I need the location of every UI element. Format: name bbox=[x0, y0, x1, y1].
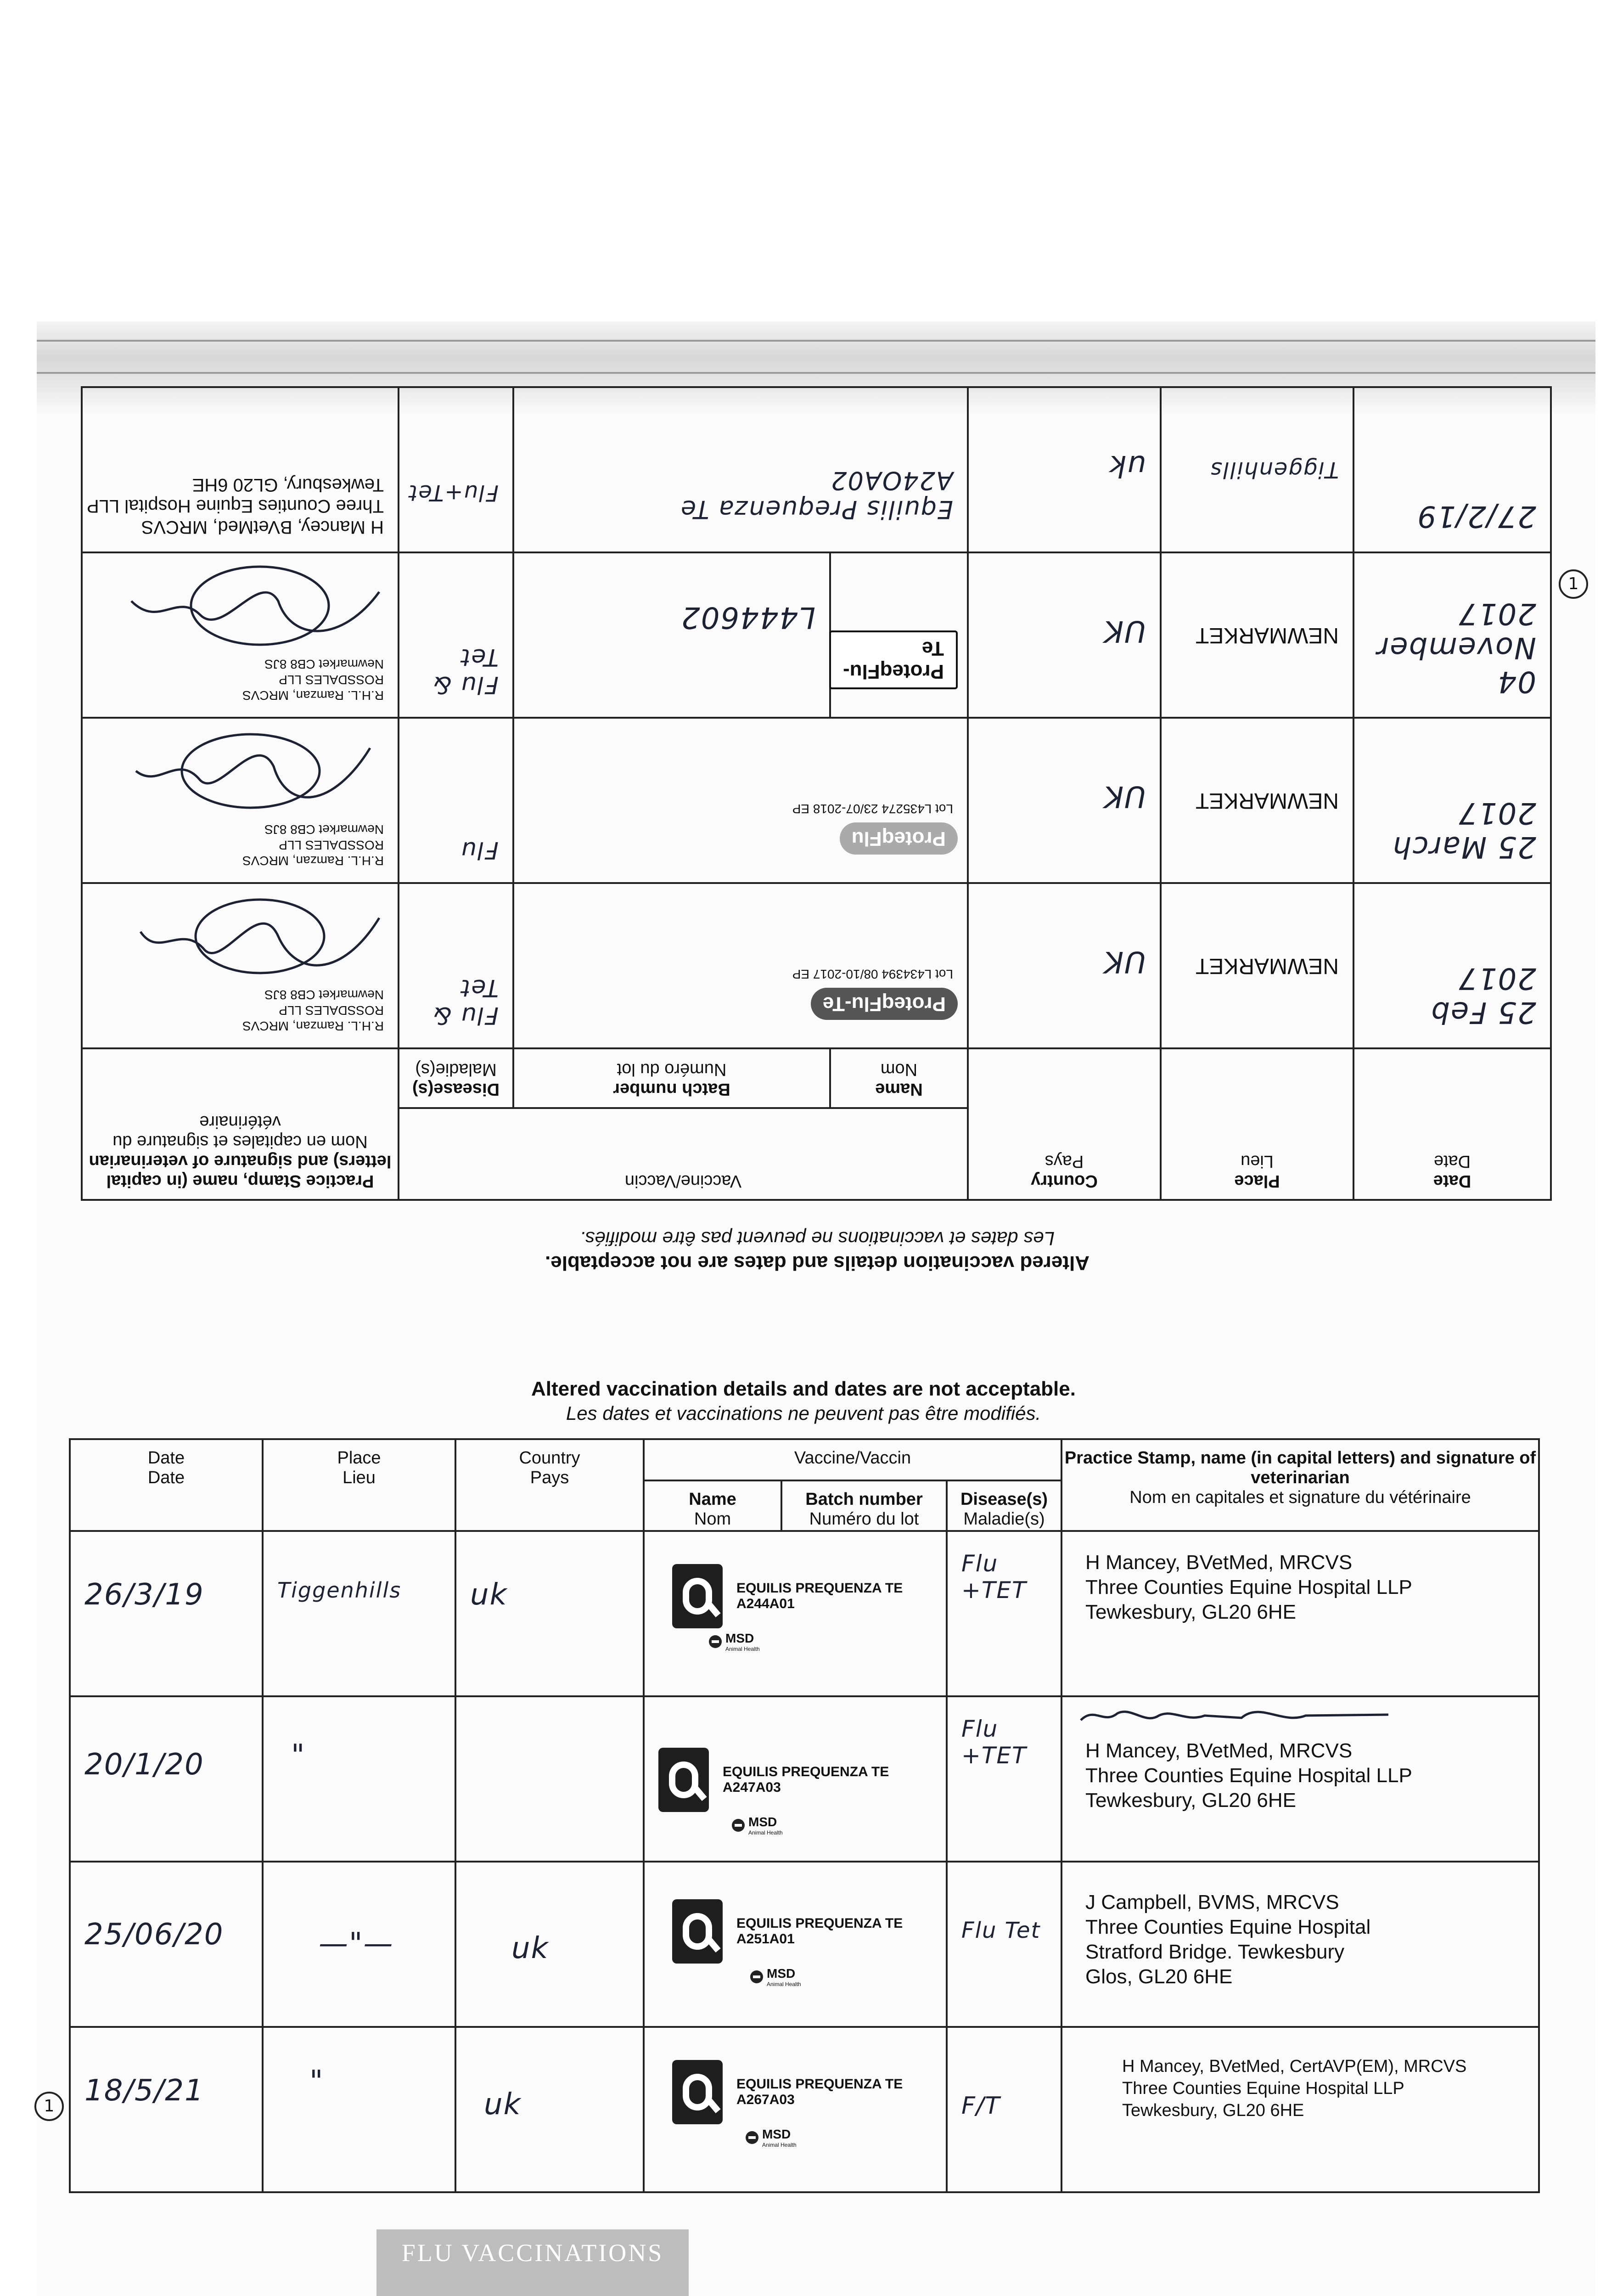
vet-line: H Mancey, BVetMed, MRCVS bbox=[141, 517, 384, 537]
vet-stamp bbox=[1062, 1863, 1538, 1989]
vet-line: R.H.L. Ramzan, MRCVS bbox=[242, 854, 384, 868]
vet-line: Three Counties Equine Hospital LLP bbox=[1085, 1764, 1412, 1787]
country-cell: uk bbox=[1108, 449, 1146, 483]
signature bbox=[1062, 1697, 1538, 1729]
equilis-q-logo-icon bbox=[672, 2060, 723, 2124]
header-name: Name Nom bbox=[830, 1048, 968, 1108]
header-country: Country Pays bbox=[455, 1439, 644, 1531]
batch-cell: L444602 bbox=[680, 600, 815, 634]
msd-logo: MSD Animal Health bbox=[746, 2127, 946, 2148]
table-row bbox=[82, 718, 1551, 883]
msd-icon bbox=[709, 1635, 722, 1648]
proteq-label: ProteqFlu bbox=[840, 822, 958, 855]
vaccination-table bbox=[69, 1438, 1540, 2193]
date-cell: 25 Feb 2017 bbox=[1430, 961, 1536, 1029]
disease-cell: Flu & Tet bbox=[432, 643, 499, 698]
lot-number: Lot L435274 23/07-2018 EP bbox=[792, 802, 953, 816]
header-stamp: Practice Stamp, name (in capital letters) and signature of veterinarian Nom en capitales et signature du vétérinaire bbox=[1061, 1439, 1539, 1531]
lot-number: Lot L434394 08/10-2017 EP bbox=[792, 967, 953, 981]
date-cell: 18/5/21 bbox=[84, 2074, 204, 2108]
batch-number: A251A01 bbox=[736, 1931, 795, 1947]
notice bbox=[69, 1378, 1538, 1424]
place-cell: " bbox=[291, 1739, 306, 1773]
msd-logo: MSD Animal Health bbox=[732, 1815, 946, 1836]
batch-number: A244A01 bbox=[736, 1596, 795, 1611]
notice-fr: Les dates et vaccinations ne peuvent pas être modifiés. bbox=[566, 1402, 1041, 1424]
signature-scribble bbox=[1067, 1697, 1398, 1734]
margin-mark: 1 bbox=[1559, 569, 1588, 599]
header-vaccine: Vaccine/Vaccin bbox=[644, 1439, 1061, 1480]
equilis-q-logo-icon bbox=[672, 1564, 723, 1628]
vet-line: H Mancey, BVetMed, MRCVS bbox=[1085, 1739, 1353, 1762]
equilis-q-logo-icon bbox=[672, 1899, 723, 1964]
vet-line: ROSSDALES LLP bbox=[279, 1003, 384, 1018]
header-country: Country Pays bbox=[968, 1048, 1161, 1200]
date-cell: 04 November 2017 bbox=[1376, 597, 1536, 698]
date-cell: 25 March 2017 bbox=[1392, 796, 1536, 864]
vaccine-sticker bbox=[645, 1532, 946, 1628]
vet-line: Tewkesbury, GL20 6HE bbox=[192, 475, 384, 495]
country-cell: uk bbox=[511, 1931, 549, 1965]
vet-line: Tewkesbury, GL20 6HE bbox=[1085, 1789, 1296, 1812]
vet-stamp bbox=[83, 656, 398, 717]
disease-cell: Flu +TET bbox=[961, 1550, 1027, 1604]
date-cell: 25/06/20 bbox=[84, 1918, 224, 1952]
vet-line: Three Counties Equine Hospital LLP bbox=[86, 496, 384, 516]
vet-line: Glos, GL20 6HE bbox=[1085, 1965, 1233, 1988]
disease-cell: Flu & Tet bbox=[432, 974, 499, 1029]
vet-line: ROSSDALES LLP bbox=[279, 838, 384, 852]
vaccine-sticker bbox=[645, 1697, 946, 1812]
disease-cell: F/T bbox=[961, 2092, 1001, 2120]
vaccine-sticker bbox=[645, 1863, 946, 1964]
country-cell: uk bbox=[484, 2088, 522, 2122]
place-cell: Tiggenhills bbox=[277, 1578, 402, 1603]
table-row bbox=[82, 552, 1551, 718]
rotated-notice-fr: Les dates et vaccinations ne peuvent pas être modifiés. bbox=[579, 1228, 1055, 1249]
rotated-vaccination-card bbox=[83, 449, 1552, 1274]
vet-line: Newmarket CB8 8JS bbox=[264, 657, 384, 671]
table-row bbox=[82, 387, 1551, 552]
country-cell: uk bbox=[470, 1578, 508, 1612]
country-cell bbox=[456, 1697, 643, 1716]
table-row bbox=[70, 1862, 1539, 2027]
vet-stamp bbox=[83, 987, 398, 1047]
header-disease: Disease(s) Maladie(s) bbox=[399, 1048, 513, 1108]
margin-mark: 1 bbox=[34, 2092, 64, 2121]
vet-line: Three Counties Equine Hospital bbox=[1085, 1916, 1371, 1938]
vet-line: Three Counties Equine Hospital LLP bbox=[1122, 2079, 1404, 2098]
vet-line: Newmarket CB8 8JS bbox=[264, 822, 384, 837]
vet-line: H Mancey, BVetMed, CertAVP(EM), MRCVS bbox=[1122, 2057, 1467, 2076]
proteq-label: ProteqFlu-Te bbox=[811, 988, 958, 1020]
rotated-notice-en: Altered vaccination details and dates are not acceptable. bbox=[545, 1252, 1089, 1274]
vet-stamp bbox=[1062, 1729, 1538, 1813]
header-batch: Batch number Numéro du lot bbox=[781, 1480, 947, 1531]
batch-cell: A24OA02 bbox=[830, 466, 953, 495]
product-name: EQUILIS PREQUENZA TE bbox=[736, 1581, 903, 1596]
date-cell: 20/1/20 bbox=[84, 1748, 204, 1782]
msd-logo: MSD Animal Health bbox=[750, 1966, 946, 1987]
msd-icon bbox=[750, 1970, 763, 1983]
vet-line: Tewkesbury, GL20 6HE bbox=[1085, 1601, 1296, 1623]
header-date: Date Date bbox=[1353, 1048, 1551, 1200]
product-name: EQUILIS PREQUENZA TE bbox=[723, 1764, 889, 1779]
vaccine-name-cell: Equilis Prequenza Te bbox=[680, 495, 953, 524]
country-cell: UK bbox=[1103, 945, 1146, 979]
header-stamp: Practice Stamp, name (in capital letters) and signature of veterinarian Nom en capitales et signature du vétérinaire bbox=[82, 1048, 399, 1200]
place-cell: NEWMARKET bbox=[1196, 954, 1339, 978]
vet-stamp bbox=[83, 474, 398, 551]
equilis-q-logo-icon bbox=[658, 1748, 709, 1812]
place-cell: —"— bbox=[319, 1927, 394, 1961]
vet-line: R.H.L. Ramzan, MRCVS bbox=[242, 688, 384, 703]
vaccination-card bbox=[69, 1378, 1538, 2193]
signature-scribble bbox=[122, 555, 398, 656]
vet-line: ROSSDALES LLP bbox=[279, 673, 384, 687]
table-row bbox=[82, 883, 1551, 1048]
section-tab: FLU VACCINATIONS bbox=[376, 2229, 689, 2296]
header-vaccine: Vaccine/Vaccin bbox=[399, 1108, 968, 1200]
place-cell: NEWMARKET bbox=[1196, 623, 1339, 647]
vet-line: R.H.L. Ramzan, MRCVS bbox=[242, 1019, 384, 1033]
date-cell: 26/3/19 bbox=[84, 1578, 204, 1612]
vet-stamp bbox=[1062, 2028, 1538, 2122]
header-place: Place Lieu bbox=[263, 1439, 455, 1531]
header-batch: Batch number Numéro du lot bbox=[513, 1048, 830, 1108]
disease-cell: Flu+Tet bbox=[408, 480, 499, 506]
rotated-vaccination-table bbox=[81, 386, 1552, 1201]
product-name: EQUILIS PREQUENZA TE bbox=[736, 2077, 903, 2092]
notice-en: Altered vaccination details and dates are not acceptable. bbox=[531, 1378, 1076, 1400]
vaccine-sticker bbox=[645, 2028, 946, 2124]
header-date: Date Date bbox=[70, 1439, 263, 1531]
vet-line: H Mancey, BVetMed, MRCVS bbox=[1085, 1551, 1353, 1574]
place-cell: NEWMARKET bbox=[1196, 788, 1339, 813]
place-cell: " bbox=[309, 2065, 324, 2099]
date-cell: 27/2/19 bbox=[1416, 499, 1536, 533]
vet-stamp bbox=[1062, 1532, 1538, 1625]
msd-icon bbox=[732, 1819, 745, 1832]
batch-number: A267A03 bbox=[736, 2092, 795, 2107]
header-place: Place Lieu bbox=[1161, 1048, 1353, 1200]
msd-logo: MSD Animal Health bbox=[709, 1631, 946, 1652]
table-row bbox=[70, 1696, 1539, 1862]
rotated-notice bbox=[83, 1227, 1552, 1274]
disease-cell: Flu bbox=[460, 836, 499, 864]
country-cell: UK bbox=[1103, 614, 1146, 648]
vet-line: Newmarket CB8 8JS bbox=[264, 988, 384, 1002]
vet-line: Tewkesbury, GL20 6HE bbox=[1122, 2101, 1304, 2120]
disease-cell: Flu +TET bbox=[961, 1716, 1027, 1769]
country-cell: UK bbox=[1103, 779, 1146, 813]
batch-number: A247A03 bbox=[723, 1780, 781, 1795]
vet-line: Three Counties Equine Hospital LLP bbox=[1085, 1576, 1412, 1598]
signature-scribble bbox=[122, 886, 398, 987]
product-name: EQUILIS PREQUENZA TE bbox=[736, 1916, 903, 1931]
msd-icon bbox=[746, 2131, 758, 2144]
signature-scribble bbox=[122, 720, 398, 822]
proteq-label: ProteqFlu-Te bbox=[829, 630, 958, 689]
table-row bbox=[70, 2027, 1539, 2192]
header-name: Name Nom bbox=[644, 1480, 781, 1531]
place-cell: Tiggenhills bbox=[1210, 457, 1339, 483]
vet-line: Stratford Bridge. Tewkesbury bbox=[1085, 1941, 1345, 1963]
disease-cell: Flu Tet bbox=[961, 1918, 1041, 1943]
vet-line: J Campbell, BVMS, MRCVS bbox=[1085, 1891, 1339, 1913]
table-row bbox=[70, 1531, 1539, 1696]
header-disease: Disease(s) Maladie(s) bbox=[947, 1480, 1061, 1531]
vet-stamp bbox=[83, 822, 398, 882]
